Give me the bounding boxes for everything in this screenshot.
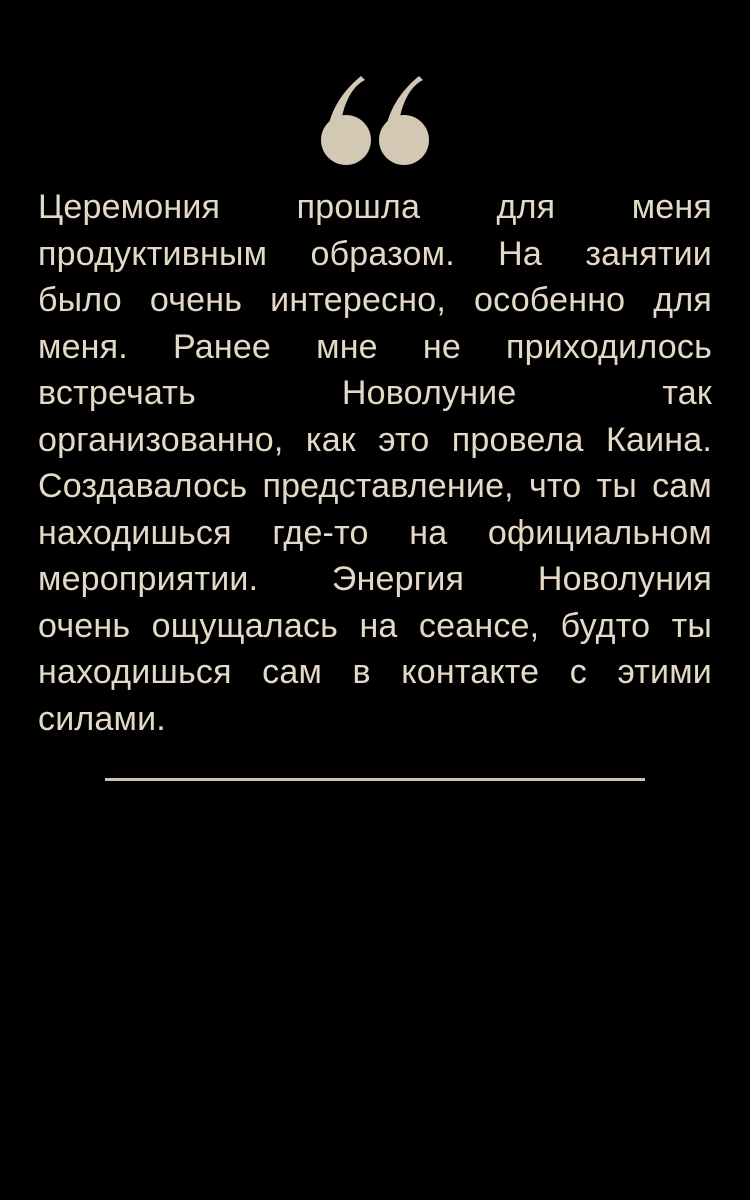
testimonial-line: Создавалось представление, что ты сам	[38, 467, 712, 505]
testimonial-line: Церемония прошла для меня	[38, 188, 712, 226]
opening-quote-icon	[0, 0, 750, 166]
testimonial-text	[38, 184, 712, 742]
testimonial-line: очень ощущалась на сеансе, будто ты	[38, 606, 712, 645]
divider-line	[105, 778, 645, 781]
testimonial-line: мероприятии. Энергия Новолуния	[38, 560, 712, 598]
testimonial-line: находишься сам в контакте с этими	[38, 653, 712, 691]
testimonial-line: находишься где-то на официальном	[38, 513, 712, 552]
testimonial-line: продуктивным образом. На занятии	[38, 234, 712, 273]
testimonial-line: организованно, как это провела Каина.	[38, 420, 712, 459]
quote-mark-right	[379, 76, 429, 165]
quote-mark-left	[321, 76, 371, 165]
testimonial-line: было очень интересно, особенно для	[38, 281, 712, 319]
testimonial-line: меня. Ранее мне не приходилось	[38, 327, 712, 366]
testimonial-line: силами.	[38, 699, 166, 738]
testimonial-line: встречать Новолуние так	[38, 374, 712, 412]
